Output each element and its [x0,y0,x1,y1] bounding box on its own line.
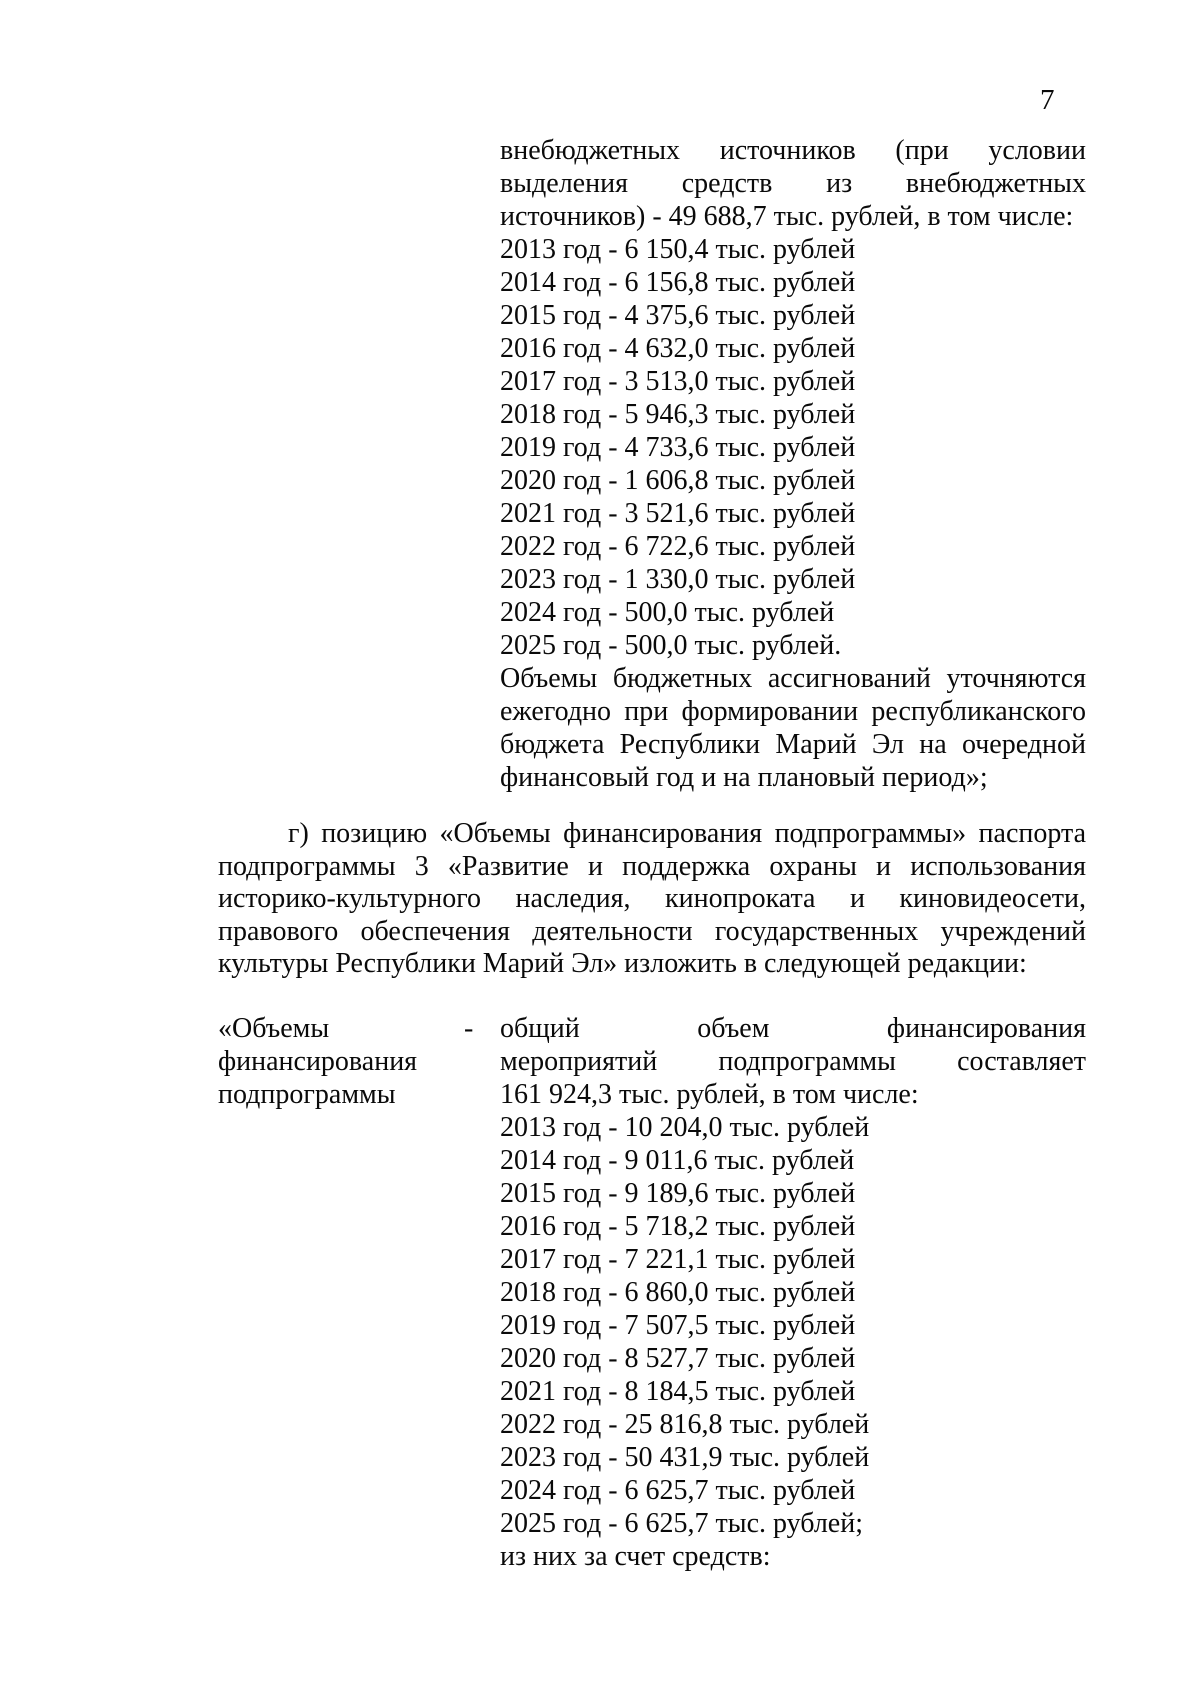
year-line: 2023 год - 50 431,9 тыс. рублей [500,1442,870,1473]
year-line: 2024 год - 6 625,7 тыс. рублей [500,1475,856,1506]
paragraph-line: культуры Республики Марий Эл» изложить в следующей редакции: [218,948,1027,979]
text-line: выделения средств из внебюджетных [500,168,1086,199]
year-line: 2014 год - 6 156,8 тыс. рублей [500,267,856,298]
year-line: 2015 год - 9 189,6 тыс. рублей [500,1178,856,1209]
year-line: 2017 год - 7 221,1 тыс. рублей [500,1244,856,1275]
note-line: финансовый год и на плановый период»; [500,762,988,793]
position-label [218,1012,468,1111]
text-line: источников) - 49 688,7 тыс. рублей, в том числе: [500,201,1074,232]
year-line: 2016 год - 5 718,2 тыс. рублей [500,1211,856,1242]
paragraph-line: историко-культурного наследия, кинопроката и киновидеосети, [218,883,1086,914]
label-line: подпрограммы [218,1079,396,1110]
year-line: 2019 год - 4 733,6 тыс. рублей [500,432,856,463]
position-value [500,1012,1086,1573]
year-line: 2023 год - 1 330,0 тыс. рублей [500,564,856,595]
year-line: 2020 год - 8 527,7 тыс. рублей [500,1343,856,1374]
paragraph-line: подпрограммы 3 «Развитие и поддержка охраны и использования [218,850,1086,882]
label-line: «Объемы [218,1013,330,1044]
year-line: 2017 год - 3 513,0 тыс. рублей [500,366,856,397]
year-line: 2014 год - 9 011,6 тыс. рублей [500,1145,855,1176]
year-line: 2024 год - 500,0 тыс. рублей [500,597,835,628]
year-line: 2020 год - 1 606,8 тыс. рублей [500,465,856,496]
year-line: 2018 год - 6 860,0 тыс. рублей [500,1277,856,1308]
text-line: общий объем финансирования [500,1013,1086,1044]
text-line: мероприятий подпрограммы составляет [500,1046,1086,1077]
note-line: Объемы бюджетных ассигнований уточняются [500,663,1086,694]
note-line: ежегодно при формировании республиканского [500,696,1086,727]
year-line: 2016 год - 4 632,0 тыс. рублей [500,333,856,364]
paragraph-line: правового обеспечения деятельности государственных учреждений [218,915,1086,947]
year-line: 2019 год - 7 507,5 тыс. рублей [500,1310,856,1341]
year-line: 2022 год - 6 722,6 тыс. рублей [500,531,856,562]
note-line: бюджета Республики Марий Эл на очередной [500,729,1086,760]
year-line: 2015 год - 4 375,6 тыс. рублей [500,300,856,331]
text-line: внебюджетных источников (при условии [500,135,1086,166]
year-line: 2022 год - 25 816,8 тыс. рублей [500,1409,870,1440]
year-line: 2013 год - 10 204,0 тыс. рублей [500,1112,870,1143]
year-line: 2021 год - 3 521,6 тыс. рублей [500,498,856,529]
funding-extrabudgetary-block [500,134,1086,794]
paragraph-line: г) позицию «Объемы финансирования подпрограммы» паспорта [288,818,1086,849]
text-line: 161 924,3 тыс. рублей, в том числе: [500,1079,919,1110]
closing-line: из них за счет средств: [500,1541,771,1572]
year-line: 2025 год - 6 625,7 тыс. рублей; [500,1508,864,1539]
page-number: 7 [1040,84,1055,116]
year-line: 2021 год - 8 184,5 тыс. рублей [500,1376,856,1407]
position-dash: - [464,1013,474,1044]
year-line: 2018 год - 5 946,3 тыс. рублей [500,399,856,430]
label-line: финансирования [218,1046,418,1077]
year-line: 2013 год - 6 150,4 тыс. рублей [500,234,856,265]
year-line: 2025 год - 500,0 тыс. рублей. [500,630,842,661]
paragraph-g [218,818,1086,981]
